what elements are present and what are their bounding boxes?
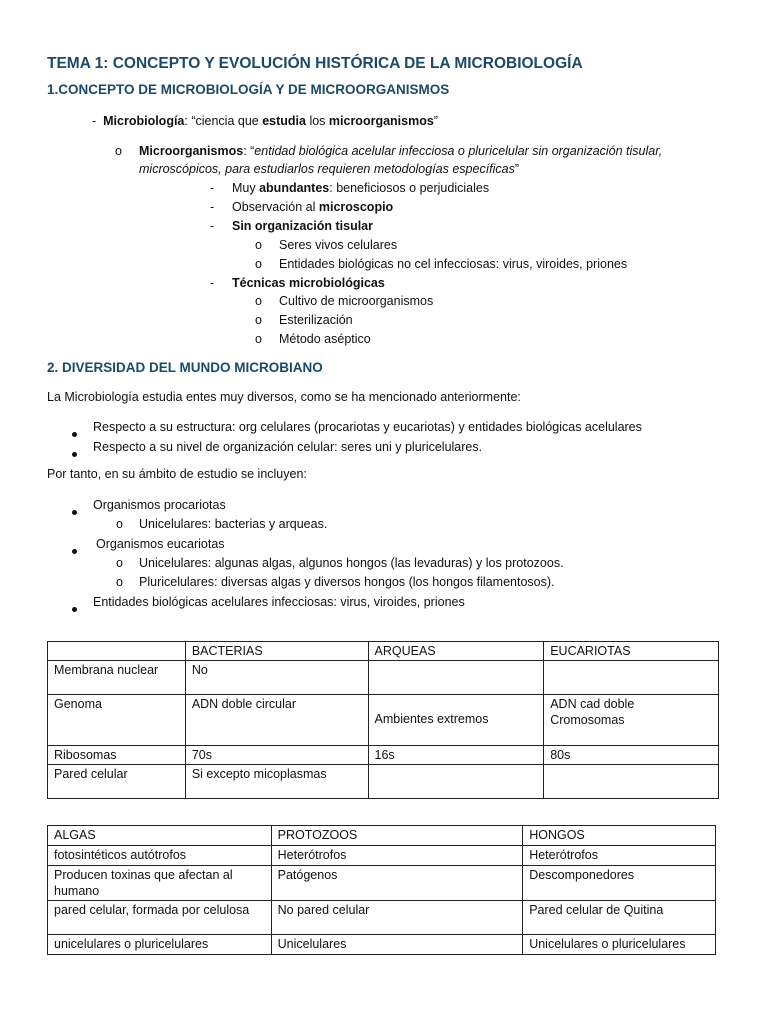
bullet-estructura: Respecto a su estructura: org celulares (procariotas y eucariotas) y entidades biológicas acelulares	[93, 420, 642, 434]
table-cell: PROTOZOOS	[271, 826, 523, 846]
table-cell: Si excepto micoplasmas	[185, 765, 368, 799]
bullet-dot	[72, 542, 77, 558]
section-1-heading: 1.CONCEPTO DE MICROBIOLOGÍA Y DE MICROORGANISMOS	[47, 82, 450, 97]
bullet-dot	[72, 503, 77, 519]
sub-bullet: o	[116, 517, 123, 531]
table-cell: EUCARIOTAS	[544, 642, 719, 661]
microbiologia-line: - Microbiología: “ciencia que estudia los microorganismos”	[92, 114, 438, 128]
comparison-table-2	[47, 825, 716, 955]
item-abundantes: Muy abundantes: beneficiosos o perjudiciales	[232, 181, 490, 195]
sub-unicelulares-eucariotas: Unicelulares: algunas algas, algunos hongos (las levaduras) y los protozoos.	[139, 556, 564, 570]
table-cell: unicelulares o pluricelulares	[48, 935, 272, 955]
table-cell: Heterótrofos	[271, 846, 523, 866]
table-cell	[48, 642, 186, 661]
table-cell	[368, 661, 544, 695]
item-seres-vivos: Seres vivos celulares	[279, 238, 398, 252]
sub-bullet: o	[116, 575, 123, 589]
table-cell: Patógenos	[271, 866, 523, 901]
sub-bullet: o	[255, 313, 262, 327]
table-cell: Pared celular	[48, 765, 186, 799]
table-cell	[544, 765, 719, 799]
table-cell: BACTERIAS	[185, 642, 368, 661]
document-title: TEMA 1: CONCEPTO Y EVOLUCIÓN HISTÓRICA DE LA MICROBIOLOGÍA	[47, 55, 583, 72]
sub-bullet: o	[255, 294, 262, 308]
table-cell: Ambientes extremos	[368, 695, 544, 746]
table-cell: fotosintéticos autótrofos	[48, 846, 272, 866]
table-cell: 70s	[185, 746, 368, 765]
bullet-procariotas: Organismos procariotas	[93, 498, 226, 512]
sub-unicelulares-procariotas: Unicelulares: bacterias y arqueas.	[139, 517, 328, 531]
item-sin-organizacion: Sin organización tisular	[232, 219, 373, 233]
item-metodo-aseptico: Método aséptico	[279, 332, 371, 346]
dash-marker: -	[210, 219, 215, 233]
table-cell: Descomponedores	[523, 866, 716, 901]
table-cell	[368, 765, 544, 799]
sub-bullet: o	[255, 238, 262, 252]
table-header-row	[48, 826, 716, 846]
table-cell: Producen toxinas que afectan al humano	[48, 866, 272, 901]
table-cell: No pared celular	[271, 901, 523, 935]
table-row	[48, 935, 716, 955]
table-row	[48, 765, 719, 799]
table-row	[48, 846, 716, 866]
table-row	[48, 661, 719, 695]
sub-bullet: o	[116, 556, 123, 570]
sub-pluricelulares: Pluricelulares: diversas algas y diversos hongos (los hongos filamentosos).	[139, 575, 555, 589]
item-entidades: Entidades biológicas no cel infecciosas: virus, viroides, priones	[279, 257, 628, 271]
table-row	[48, 695, 719, 746]
table-row	[48, 901, 716, 935]
comparison-table-1	[47, 641, 719, 799]
table-cell: Ribosomas	[48, 746, 186, 765]
table-cell: 16s	[368, 746, 544, 765]
table-cell: ALGAS	[48, 826, 272, 846]
section-2-para-2: Por tanto, en su ámbito de estudio se incluyen:	[47, 467, 307, 481]
bullet-eucariotas: Organismos eucariotas	[96, 537, 225, 551]
item-tecnicas: Técnicas microbiológicas	[232, 276, 385, 290]
bullet-dot	[72, 445, 77, 461]
table-cell: ADN doble circular	[185, 695, 368, 746]
table-cell: pared celular, formada por celulosa	[48, 901, 272, 935]
bullet-dot	[72, 600, 77, 616]
section-2-intro: La Microbiología estudia entes muy diversos, como se ha mencionado anteriormente:	[47, 390, 521, 404]
dash-marker: -	[210, 276, 215, 290]
table-cell: Unicelulares o pluricelulares	[523, 935, 716, 955]
table-cell: ADN cad doble Cromosomas	[544, 695, 719, 746]
microorganismos-bullet: o	[115, 144, 122, 158]
table-cell: Unicelulares	[271, 935, 523, 955]
table-row	[48, 746, 719, 765]
table-cell: HONGOS	[523, 826, 716, 846]
table-cell: ARQUEAS	[368, 642, 544, 661]
bullet-dot	[72, 425, 77, 441]
microorganismos-line-1: Microorganismos: “entidad biológica acelular infecciosa o pluricelular sin organización tisular,	[139, 144, 663, 158]
table-cell: Membrana nuclear	[48, 661, 186, 695]
bullet-acelulares: Entidades biológicas acelulares infecciosas: virus, viroides, priones	[93, 595, 465, 609]
table-header-row	[48, 642, 719, 661]
table-cell: Pared celular de Quitina	[523, 901, 716, 935]
item-esterilizacion: Esterilización	[279, 313, 353, 327]
bullet-nivel: Respecto a su nivel de organización celular: seres uni y pluricelulares.	[93, 440, 483, 454]
sub-bullet: o	[255, 257, 262, 271]
dash-marker: -	[210, 200, 215, 214]
section-2-heading: 2. DIVERSIDAD DEL MUNDO MICROBIANO	[47, 360, 323, 375]
table-cell: 80s	[544, 746, 719, 765]
table-cell: Heterótrofos	[523, 846, 716, 866]
item-cultivo: Cultivo de microorganismos	[279, 294, 434, 308]
microorganismos-line-2: microscópicos, para estudiarlos requieren metodologías específicas”	[139, 162, 520, 176]
item-microscopio: Observación al microscopio	[232, 200, 394, 214]
table-row	[48, 866, 716, 901]
sub-bullet: o	[255, 332, 262, 346]
table-cell: No	[185, 661, 368, 695]
table-cell: Genoma	[48, 695, 186, 746]
table-cell	[544, 661, 719, 695]
dash-marker: -	[210, 181, 215, 195]
